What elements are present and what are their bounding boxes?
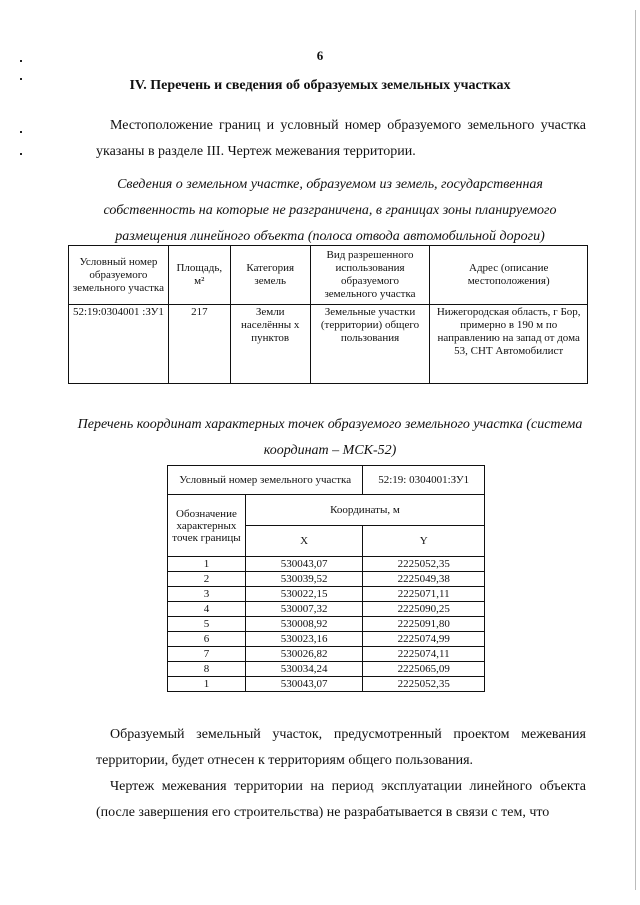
y-cell: 2225049,38 — [363, 572, 485, 587]
y-cell: 2225065,09 — [363, 662, 485, 677]
table-row — [168, 602, 485, 617]
points-header: Обозначение характерных точек границы — [168, 495, 246, 557]
parcel-number-value: 52:19: 0304001:ЗУ1 — [363, 466, 485, 495]
y-cell: 2225090,25 — [363, 602, 485, 617]
cell-address: Нижегородская область, г Бор, примерно в 190 м по направлению на запад от дома 53, СНТ Автомобилист — [430, 305, 588, 384]
parcel-info-table — [68, 245, 588, 384]
x-cell: 530022,15 — [245, 587, 363, 602]
caption-coordinates: Перечень координат характерных точек образуемого земельного участка (система координат – МСК-52) — [77, 417, 583, 458]
parcel-table-header — [69, 246, 588, 305]
paragraph-drawing-note — [96, 774, 586, 826]
coord-table-header — [168, 495, 485, 526]
header-cell-usage: Вид разрешенного использования образуемого земельного участка — [310, 246, 430, 305]
point-cell: 5 — [168, 617, 246, 632]
x-cell: 530007,32 — [245, 602, 363, 617]
table-row — [168, 587, 485, 602]
point-cell: 7 — [168, 647, 246, 662]
table-row — [168, 617, 485, 632]
x-header: X — [245, 526, 363, 557]
cell-category: Земли населённы х пунктов — [230, 305, 310, 384]
point-cell: 2 — [168, 572, 246, 587]
parcel-number-label: Условный номер земельного участка — [168, 466, 363, 495]
header-cell-number: Условный номер образуемого земельного участка — [69, 246, 169, 305]
point-cell: 4 — [168, 602, 246, 617]
paragraph-location-text: Местоположение границ и условный номер образуемого земельного участка указаны в разделе III. Чертеж межевания территории. — [96, 118, 586, 159]
table-row — [168, 677, 485, 692]
table-row — [168, 557, 485, 572]
table-row — [168, 572, 485, 587]
point-cell: 3 — [168, 587, 246, 602]
cell-number: 52:19:0304001 :ЗУ1 — [69, 305, 169, 384]
header-cell-address: Адрес (описание местоположения) — [430, 246, 588, 305]
x-cell: 530023,16 — [245, 632, 363, 647]
section-heading: IV. Перечень и сведения об образуемых земельных участках — [129, 78, 511, 93]
y-cell: 2225074,11 — [363, 647, 485, 662]
x-cell: 530039,52 — [245, 572, 363, 587]
paragraph-public-use — [96, 722, 586, 774]
y-cell: 2225074,99 — [363, 632, 485, 647]
cell-area: 217 — [168, 305, 230, 384]
parcel-table-row — [69, 305, 588, 384]
caption-parcel-info: Сведения о земельном участке, образуемом из земель, государственная собственность на которые не разграничена, в границах зоны планируемого размещения линейного объекта (полоса отвода автомобильной дороги) — [103, 177, 557, 244]
header-cell-category: Категория земель — [230, 246, 310, 305]
coordinates-table — [167, 465, 485, 692]
y-cell: 2225052,35 — [363, 557, 485, 572]
y-cell: 2225052,35 — [363, 677, 485, 692]
y-header: Y — [363, 526, 485, 557]
y-cell: 2225071,11 — [363, 587, 485, 602]
scan-edge-line — [635, 10, 636, 890]
cell-usage: Земельные участки (территории) общего пользования — [310, 305, 430, 384]
coords-header: Координаты, м — [245, 495, 484, 526]
x-cell: 530008,92 — [245, 617, 363, 632]
header-cell-area: Площадь, м² — [168, 246, 230, 305]
table-row — [168, 662, 485, 677]
paragraph-drawing-note-text: Чертеж межевания территории на период эксплуатации линейного объекта (после завершения его строительства) не разрабатывается в связи с тем, что — [96, 779, 586, 820]
paragraph-location — [96, 113, 586, 165]
table-row — [168, 647, 485, 662]
table-row — [168, 632, 485, 647]
paragraph-public-use-text: Образуемый земельный участок, предусмотренный проектом межевания территории, будет отнесен к территориям общего пользования. — [96, 727, 586, 768]
x-cell: 530034,24 — [245, 662, 363, 677]
page-number: 6 — [316, 48, 324, 63]
x-cell: 530043,07 — [245, 677, 363, 692]
y-cell: 2225091,80 — [363, 617, 485, 632]
x-cell: 530043,07 — [245, 557, 363, 572]
coord-rows — [168, 557, 485, 692]
point-cell: 6 — [168, 632, 246, 647]
point-cell: 1 — [168, 677, 246, 692]
point-cell: 8 — [168, 662, 246, 677]
coord-table-title-row — [168, 466, 485, 495]
point-cell: 1 — [168, 557, 246, 572]
x-cell: 530026,82 — [245, 647, 363, 662]
